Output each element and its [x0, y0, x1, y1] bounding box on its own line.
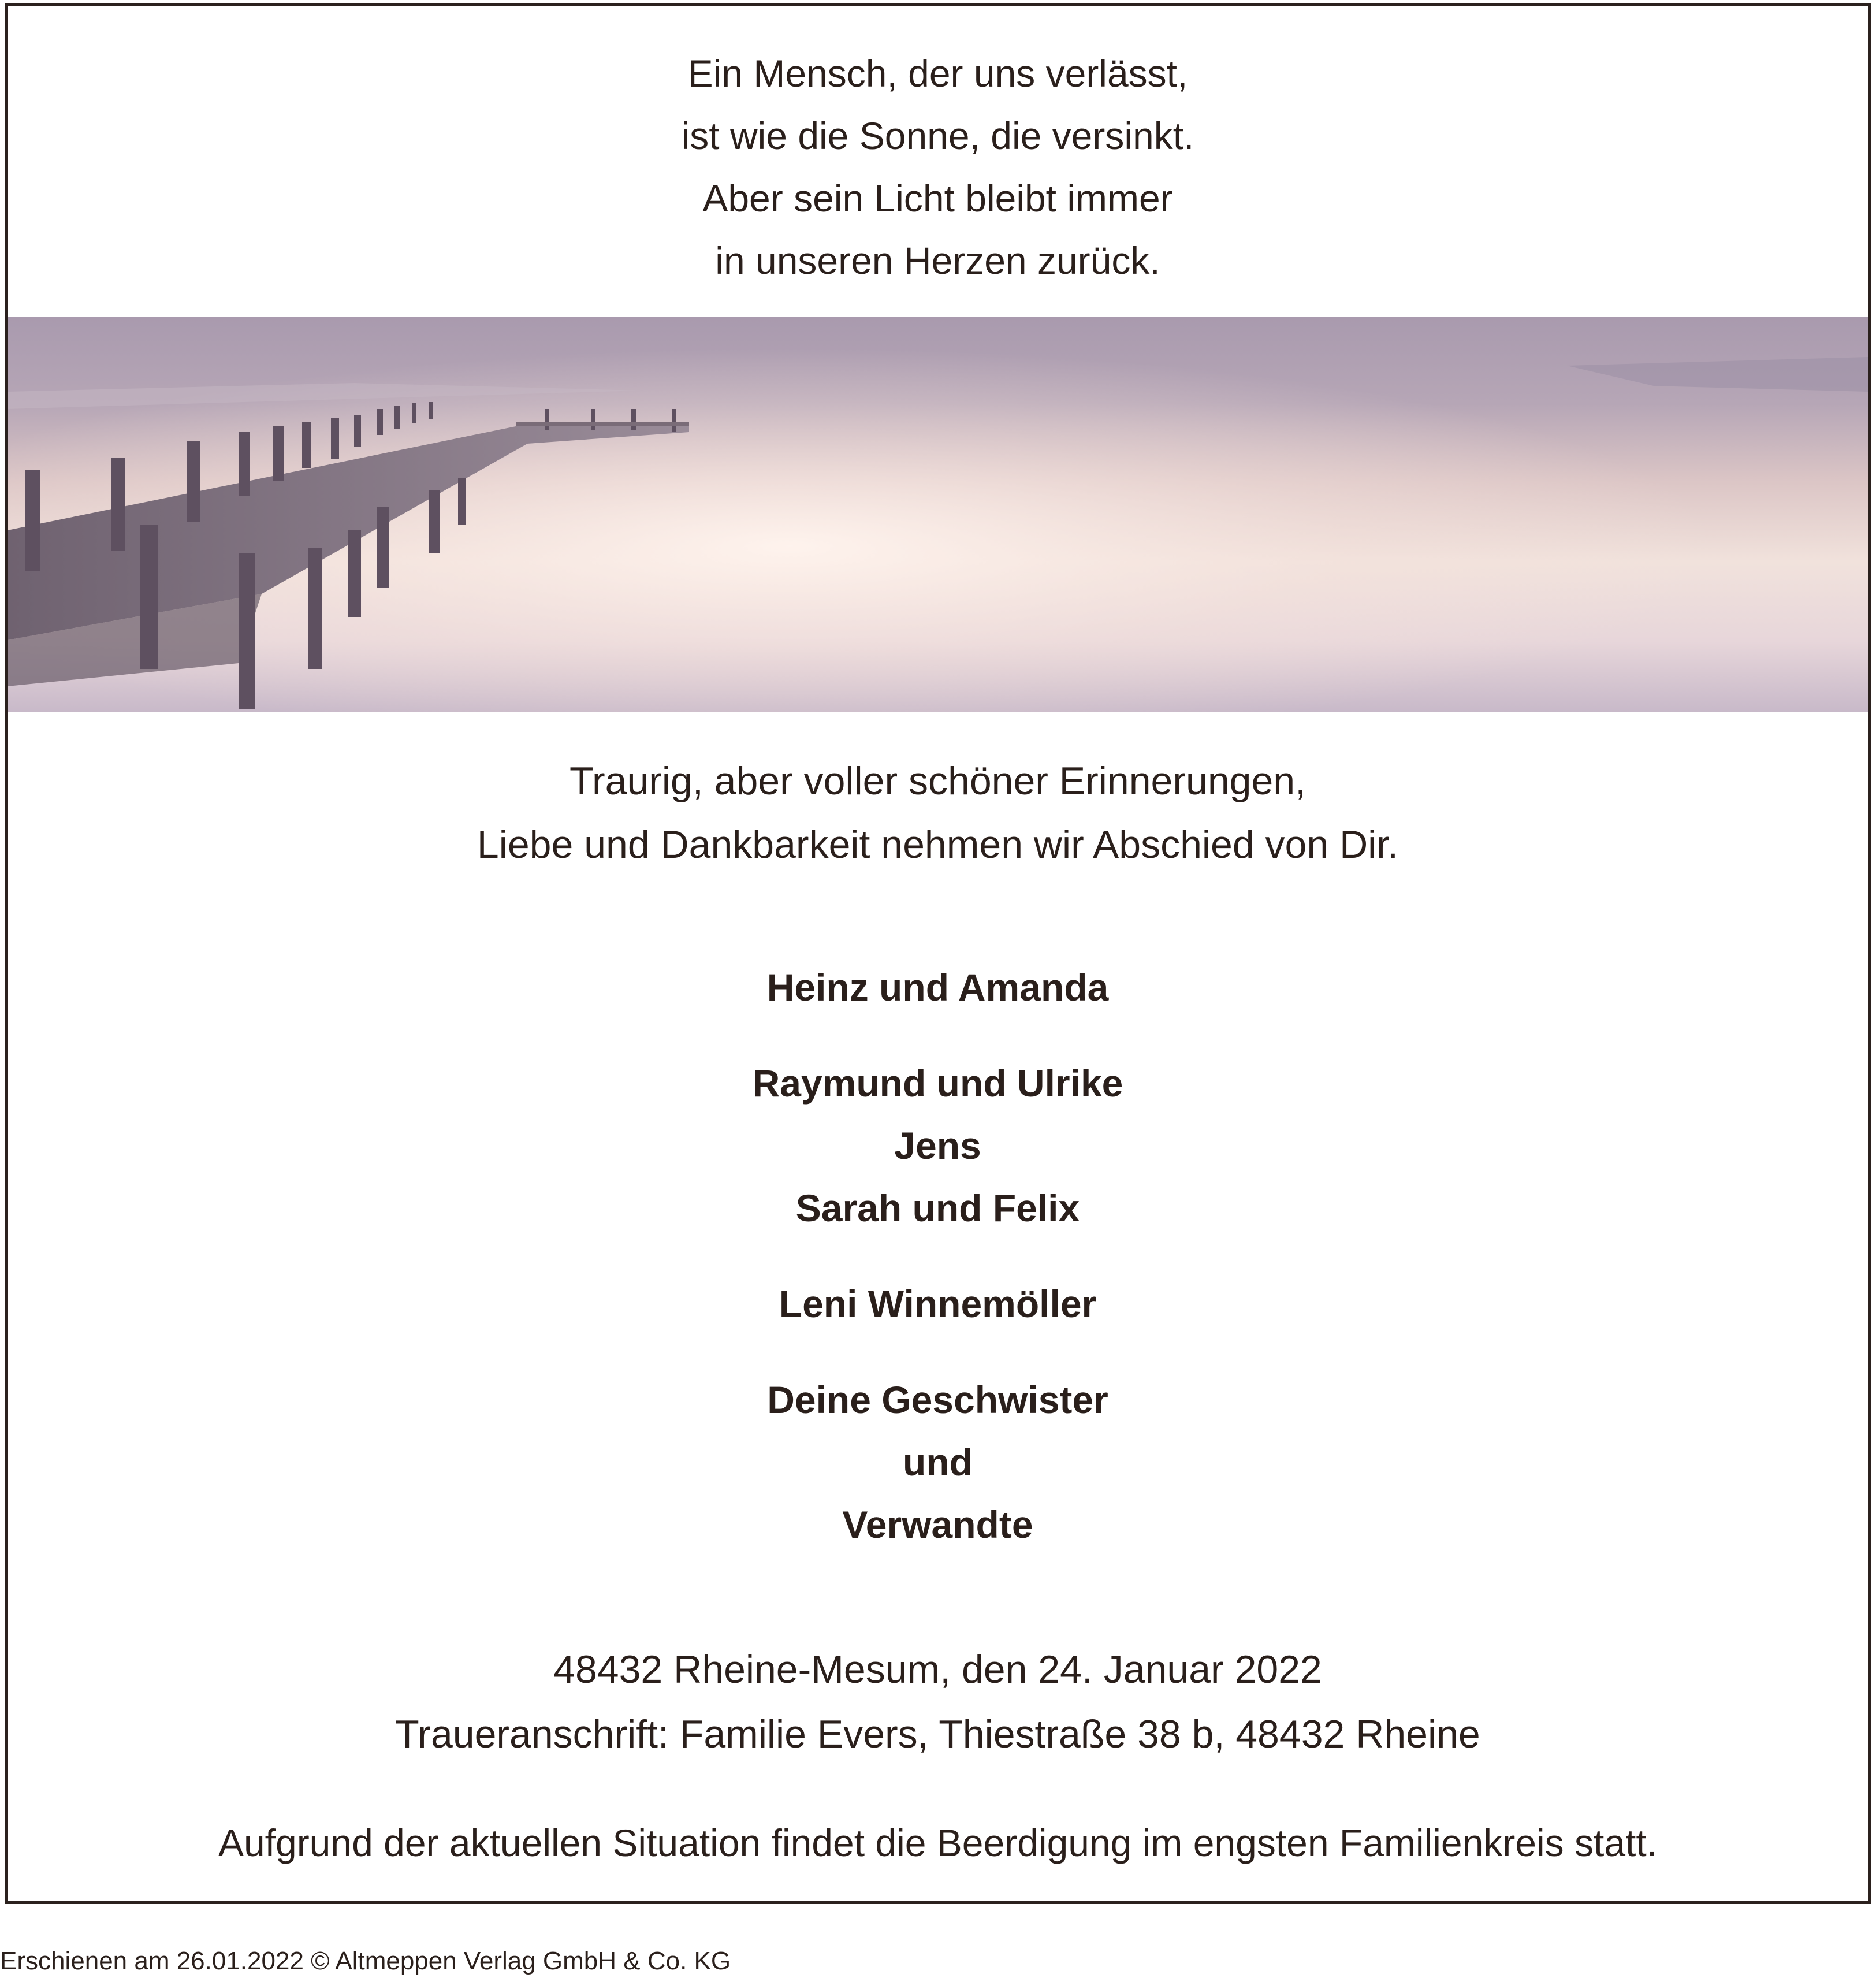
farewell-line: Traurig, aber voller schöner Erinnerungen, [569, 759, 1306, 803]
farewell-text [8, 749, 1868, 876]
funeral-notice: Aufgrund der aktuellen Situation findet die Beerdigung im engsten Familienkreis statt. [218, 1821, 1658, 1864]
mourner-name: Leni Winnemöller [779, 1282, 1097, 1325]
mourner-group [8, 956, 1868, 1018]
poem-line: Ein Mensch, der uns verlässt, [687, 52, 1188, 95]
mourner-name: und [903, 1441, 973, 1484]
publication-footer: Erschienen am 26.01.2022 © Altmeppen Verlag GmbH & Co. KG [0, 1947, 731, 1975]
mourner-name: Jens [894, 1124, 981, 1167]
mourner-name: Deine Geschwister [767, 1378, 1108, 1421]
mourner-group [8, 1273, 1868, 1335]
mourner-group [8, 1052, 1868, 1239]
place-and-address [8, 1637, 1868, 1767]
jetty-banner-image [8, 317, 1868, 712]
mourner-name: Sarah und Felix [795, 1187, 1080, 1229]
mourner-name: Raymund und Ulrike [752, 1062, 1123, 1105]
mourner-name: Verwandte [842, 1503, 1033, 1546]
mourning-address: Traueranschrift: Familie Evers, Thiestraße 38 b, 48432 Rheine [395, 1712, 1480, 1756]
mourner-group [8, 1369, 1868, 1556]
poem-line: Aber sein Licht bleibt immer [702, 177, 1173, 220]
mourner-name: Heinz und Amanda [766, 966, 1109, 1009]
obituary-frame [5, 3, 1871, 1904]
poem [8, 42, 1868, 292]
place-date: 48432 Rheine-Mesum, den 24. Januar 2022 [553, 1648, 1322, 1691]
mourners-list [8, 956, 1868, 1589]
farewell-line: Liebe und Dankbarkeit nehmen wir Abschied von Dir. [477, 823, 1399, 867]
poem-line: ist wie die Sonne, die versinkt. [681, 114, 1194, 157]
poem-line: in unseren Herzen zurück. [715, 239, 1160, 282]
